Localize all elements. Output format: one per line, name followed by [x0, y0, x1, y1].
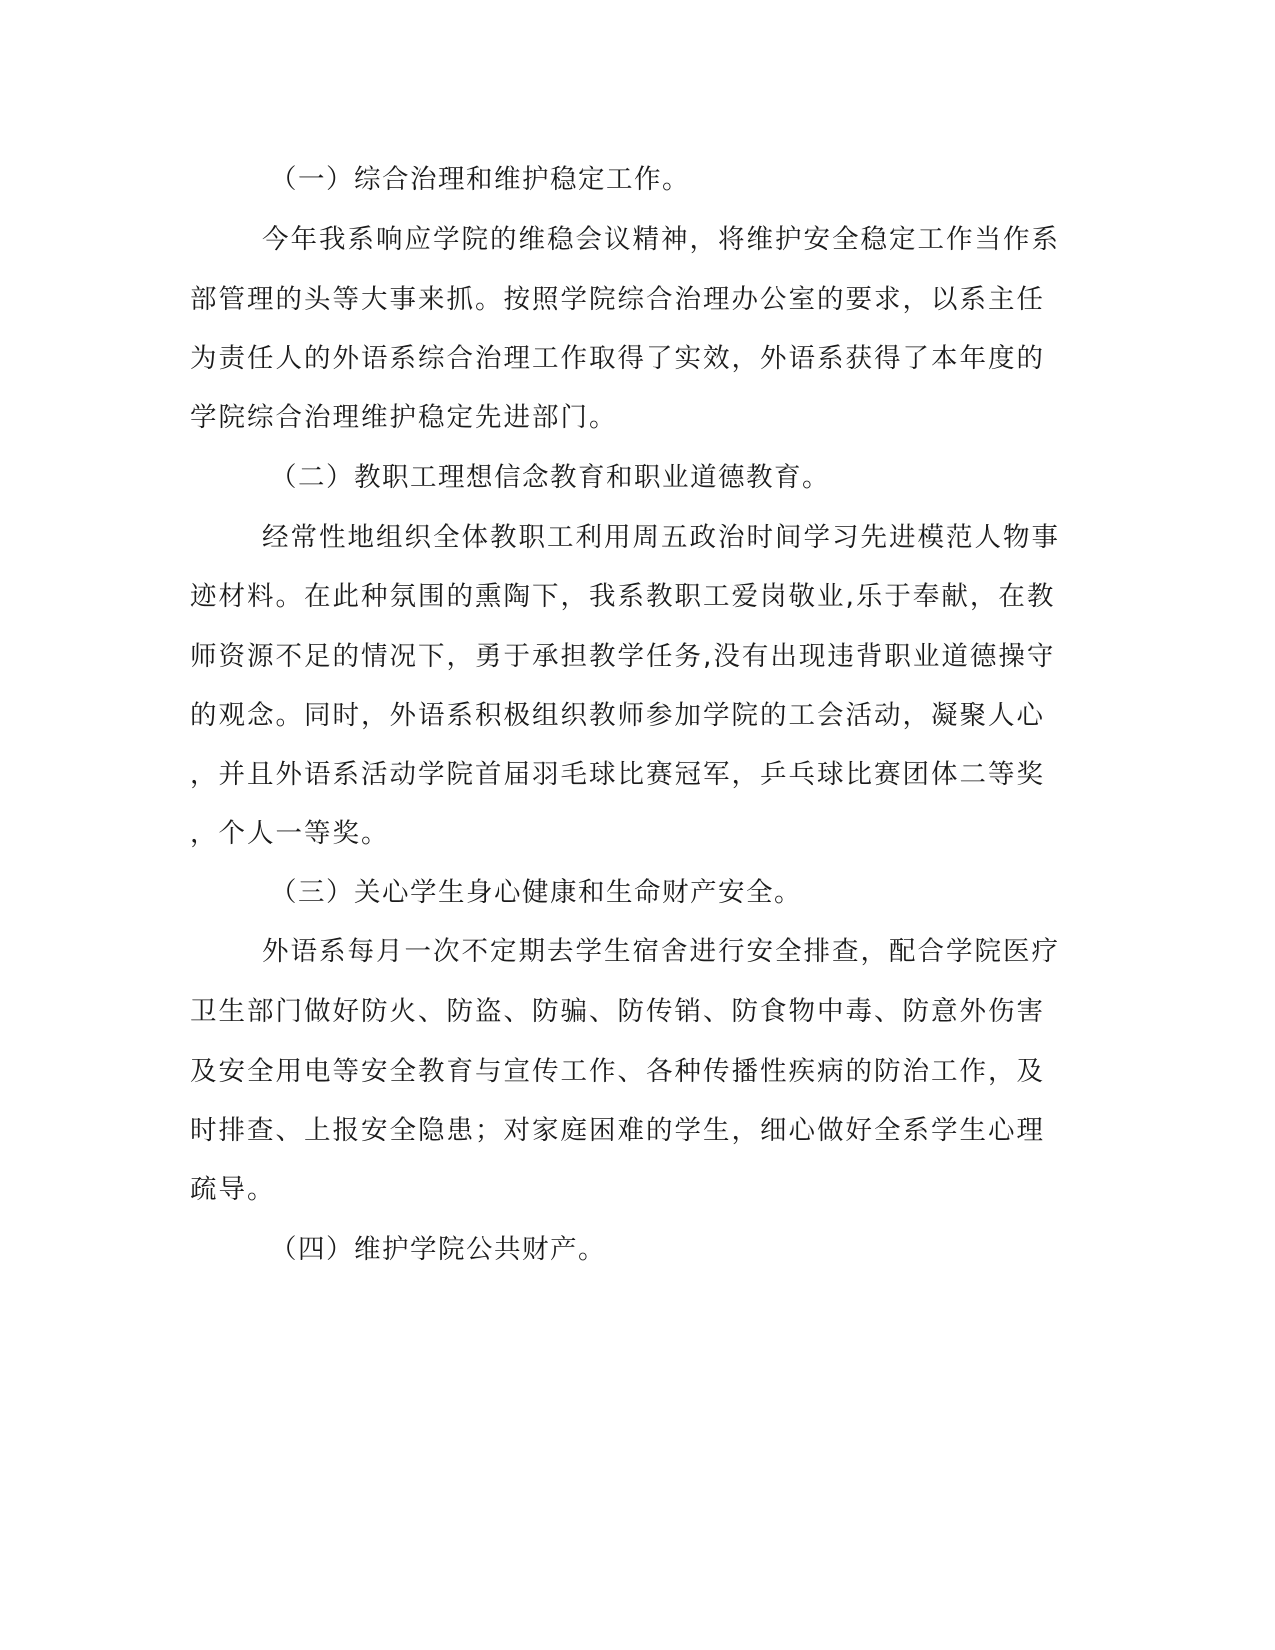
section-heading-3: （三）关心学生身心健康和生命财产安全。 — [270, 877, 802, 908]
paragraph-line: ，并且外语系活动学院首届羽毛球比赛冠军，乒乓球比赛团体二等奖 — [190, 759, 1045, 790]
paragraph-line: 外语系每月一次不定期去学生宿舍进行安全排查，配合学院医疗 — [262, 936, 1060, 967]
paragraph-line: 为责任人的外语系综合治理工作取得了实效，外语系获得了本年度的 — [190, 343, 1045, 374]
paragraph-line: 及安全用电等安全教育与宣传工作、各种传播性疾病的防治工作，及 — [190, 1056, 1045, 1087]
paragraph-line: 今年我系响应学院的维稳会议精神，将维护安全稳定工作当作系 — [262, 224, 1060, 255]
paragraph-line: 经常性地组织全体教职工利用周五政治时间学习先进模范人物事 — [262, 522, 1060, 553]
section-heading-4: （四）维护学院公共财产。 — [270, 1234, 606, 1265]
paragraph-line: 学院综合治理维护稳定先进部门。 — [190, 402, 618, 433]
section-heading-2: （二）教职工理想信念教育和职业道德教育。 — [270, 462, 830, 493]
section-heading-1: （一）综合治理和维护稳定工作。 — [270, 164, 690, 195]
paragraph-line: 迹材料。在此种氛围的熏陶下，我系教职工爱岗敬业,乐于奉献，在教 — [190, 581, 1056, 612]
paragraph-line: 卫生部门做好防火、防盗、防骗、防传销、防食物中毒、防意外伤害 — [190, 996, 1045, 1027]
paragraph-line: ，个人一等奖。 — [190, 818, 390, 849]
paragraph-line: 师资源不足的情况下，勇于承担教学任务,没有出现违背职业道德操守 — [190, 641, 1056, 672]
paragraph-line: 部管理的头等大事来抓。按照学院综合治理办公室的要求，以系主任 — [190, 284, 1045, 315]
paragraph-line: 疏导。 — [190, 1174, 276, 1205]
paragraph-line: 的观念。同时，外语系积极组织教师参加学院的工会活动，凝聚人心 — [190, 700, 1045, 731]
paragraph-line: 时排查、上报安全隐患；对家庭困难的学生，细心做好全系学生心理 — [190, 1115, 1045, 1146]
